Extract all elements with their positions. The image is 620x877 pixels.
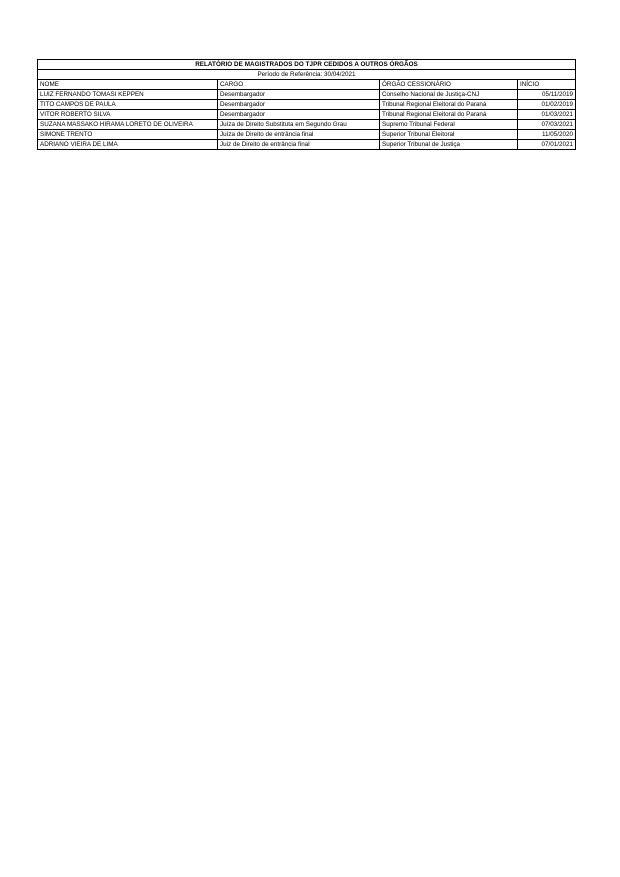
report-title-row xyxy=(38,60,576,70)
cell-nome: VITOR ROBERTO SILVA xyxy=(38,110,218,120)
cell-nome: ADRIANO VIEIRA DE LIMA xyxy=(38,140,218,150)
report-period: Período de Referência: 30/04/2021 xyxy=(38,70,576,80)
cell-inicio: 01/03/2021 xyxy=(518,110,576,120)
table-row xyxy=(38,110,576,120)
cell-cargo: Juíza de Direito Substituta em Segundo Grau xyxy=(218,120,380,130)
cell-orgao: Supremo Tribunal Federal xyxy=(380,120,518,130)
header-nome: NOME xyxy=(38,80,218,90)
cell-inicio: 11/05/2020 xyxy=(518,130,576,140)
cell-cargo: Desembargador xyxy=(218,90,380,100)
header-inicio: INÍCIO xyxy=(518,80,576,90)
cell-nome: TITO CAMPOS DE PAULA xyxy=(38,100,218,110)
table-header-row xyxy=(38,80,576,90)
header-orgao: ÓRGÃO CESSIONÁRIO xyxy=(380,80,518,90)
cell-inicio: 01/02/2019 xyxy=(518,100,576,110)
cell-orgao: Superior Tribunal de Justiça xyxy=(380,140,518,150)
cell-inicio: 05/11/2019 xyxy=(518,90,576,100)
cell-inicio: 07/01/2021 xyxy=(518,140,576,150)
table-row xyxy=(38,130,576,140)
report-period-row xyxy=(38,70,576,80)
cell-cargo: Juíza de Direito de entrância final xyxy=(218,130,380,140)
table-row xyxy=(38,120,576,130)
cell-nome: SIMONE TRENTO xyxy=(38,130,218,140)
header-cargo: CARGO xyxy=(218,80,380,90)
cell-cargo: Desembargador xyxy=(218,110,380,120)
cell-orgao: Conselho Nacional de Justiça-CNJ xyxy=(380,90,518,100)
table-row xyxy=(38,140,576,150)
table-row xyxy=(38,90,576,100)
cell-inicio: 07/03/2021 xyxy=(518,120,576,130)
cell-orgao: Tribunal Regional Eleitoral do Paraná xyxy=(380,110,518,120)
cell-nome: LUIZ FERNANDO TOMASI KEPPEN xyxy=(38,90,218,100)
table-row xyxy=(38,100,576,110)
magistrates-report-table xyxy=(37,59,576,150)
cell-nome: SUZANA MASSAKO HIRAMA LORETO DE OLIVEIRA xyxy=(38,120,218,130)
cell-cargo: Desembargador xyxy=(218,100,380,110)
cell-orgao: Superior Tribunal Eleitoral xyxy=(380,130,518,140)
report-title: RELATÓRIO DE MAGISTRADOS DO TJPR CEDIDOS A OUTROS ÓRGÃOS xyxy=(38,60,576,70)
cell-cargo: Juiz de Direito de entrância final xyxy=(218,140,380,150)
cell-orgao: Tribunal Regional Eleitoral do Paraná xyxy=(380,100,518,110)
